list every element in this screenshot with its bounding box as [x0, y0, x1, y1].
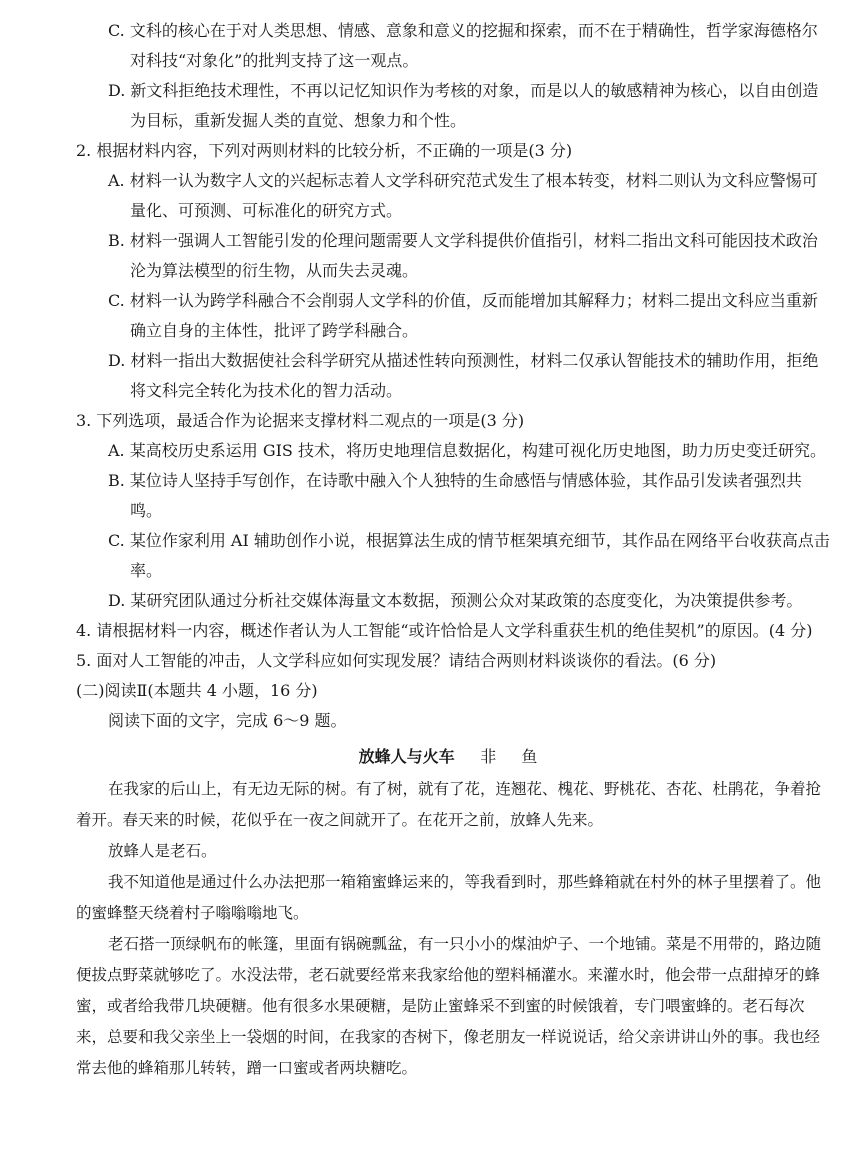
q2-option-c: C. 材料一认为跨学科融合不会削弱人文学科的价值，反而能增加其解释力；材料二提出文科应当重新确立自身的主体性，批评了跨学科融合。 [108, 291, 818, 340]
story-paragraph: 放蜂人是老石。 [108, 842, 217, 860]
q2-option-b: B. 材料一强调人工智能引发的伦理问题需要人文学科提供价值指引，材料二指出文科可能因技术政治沦为算法模型的衍生物，从而失去灵魂。 [108, 231, 818, 280]
q3-option-b: B. 某位诗人坚持手写创作，在诗歌中融入个人独特的生命感悟与情感体验，其作品引发读者强烈共鸣。 [108, 471, 802, 520]
q2-stem: 2. 根据材料内容，下列对两则材料的比较分析，不正确的一项是(3 分) [76, 141, 573, 160]
section-2-heading: (二)阅读Ⅱ(本题共 4 小题，16 分) [76, 681, 318, 700]
story-paragraph: 我不知道他是通过什么办法把那一箱箱蜜蜂运来的，等我看到时，那些蜂箱就在村外的林子里摆着了。他的蜜蜂整天绕着村子嗡嗡嗡地飞。 [76, 873, 822, 922]
section-2-instruction: 阅读下面的文字，完成 6～9 题。 [108, 711, 347, 730]
story-author: 非 鱼 [480, 747, 548, 766]
q1-option-c: C. 文科的核心在于对人类思想、情感、意象和意义的挖掘和探索，而不在于精确性，哲学家海德格尔对科技“对象化”的批判支持了这一观点。 [108, 21, 818, 70]
story-title-line [76, 742, 830, 772]
story-title: 放蜂人与火车 [358, 747, 455, 766]
q4-stem: 4. 请根据材料一内容，概述作者认为人工智能“或许恰恰是人文学科重获生机的绝佳契机”的原因。(4 分) [76, 621, 813, 640]
story-paragraph: 老石搭一顶绿帆布的帐篷，里面有锅碗瓢盆，有一只小小的煤油炉子、一个地铺。菜是不用带的，路边随便拔点野菜就够吃了。水没法带，老石就要经常来我家给他的塑料桶灌水。来灌水时，他会带一点甜掉牙的蜂蜜，或者给我带几块硬糖。他有很多水果硬糖，是防止蜜蜂采不到蜜的时候饿着，专门喂蜜蜂的。老石每次来，总要和我父亲坐上一袋烟的时间，在我家的杏树下，像老朋友一样说说话，给父亲讲讲山外的事。我也经常去他的蜂箱那儿转转，蹭一口蜜或者两块糖吃。 [76, 935, 822, 1077]
q3-option-c: C. 某位作家利用 AI 辅助创作小说，根据算法生成的情节框架填充细节，其作品在网络平台收获高点击率。 [108, 531, 830, 580]
q3-option-d: D. 某研究团队通过分析社交媒体海量文本数据，预测公众对某政策的态度变化，为决策提供参考。 [108, 591, 803, 610]
q1-option-d: D. 新文科拒绝技术理性，不再以记忆知识作为考核的对象，而是以人的敏感精神为核心，以自由创造为目标，重新发掘人类的直觉、想象力和个性。 [108, 81, 819, 130]
q3-stem: 3. 下列选项，最适合作为论据来支撑材料二观点的一项是(3 分) [76, 411, 525, 430]
q2-option-a: A. 材料一认为数字人文的兴起标志着人文学科研究范式发生了根本转变，材料二则认为文科应警惕可量化、可预测、可标准化的研究方式。 [108, 171, 818, 220]
q3-option-a: A. 某高校历史系运用 GIS 技术，将历史地理信息数据化，构建可视化历史地图，助力历史变迁研究。 [108, 441, 826, 460]
story-paragraph: 在我家的后山上，有无边无际的树。有了树，就有了花，连翘花、槐花、野桃花、杏花、杜鹃花，争着抢着开。春天来的时候，花似乎在一夜之间就开了。在花开之前，放蜂人先来。 [76, 780, 822, 829]
q2-option-d: D. 材料一指出大数据使社会科学研究从描述性转向预测性，材料二仅承认智能技术的辅助作用，拒绝将文科完全转化为技术化的智力活动。 [108, 351, 819, 400]
q5-stem: 5. 面对人工智能的冲击，人文学科应如何实现发展？请结合两则材料谈谈你的看法。(6 分) [76, 651, 717, 670]
